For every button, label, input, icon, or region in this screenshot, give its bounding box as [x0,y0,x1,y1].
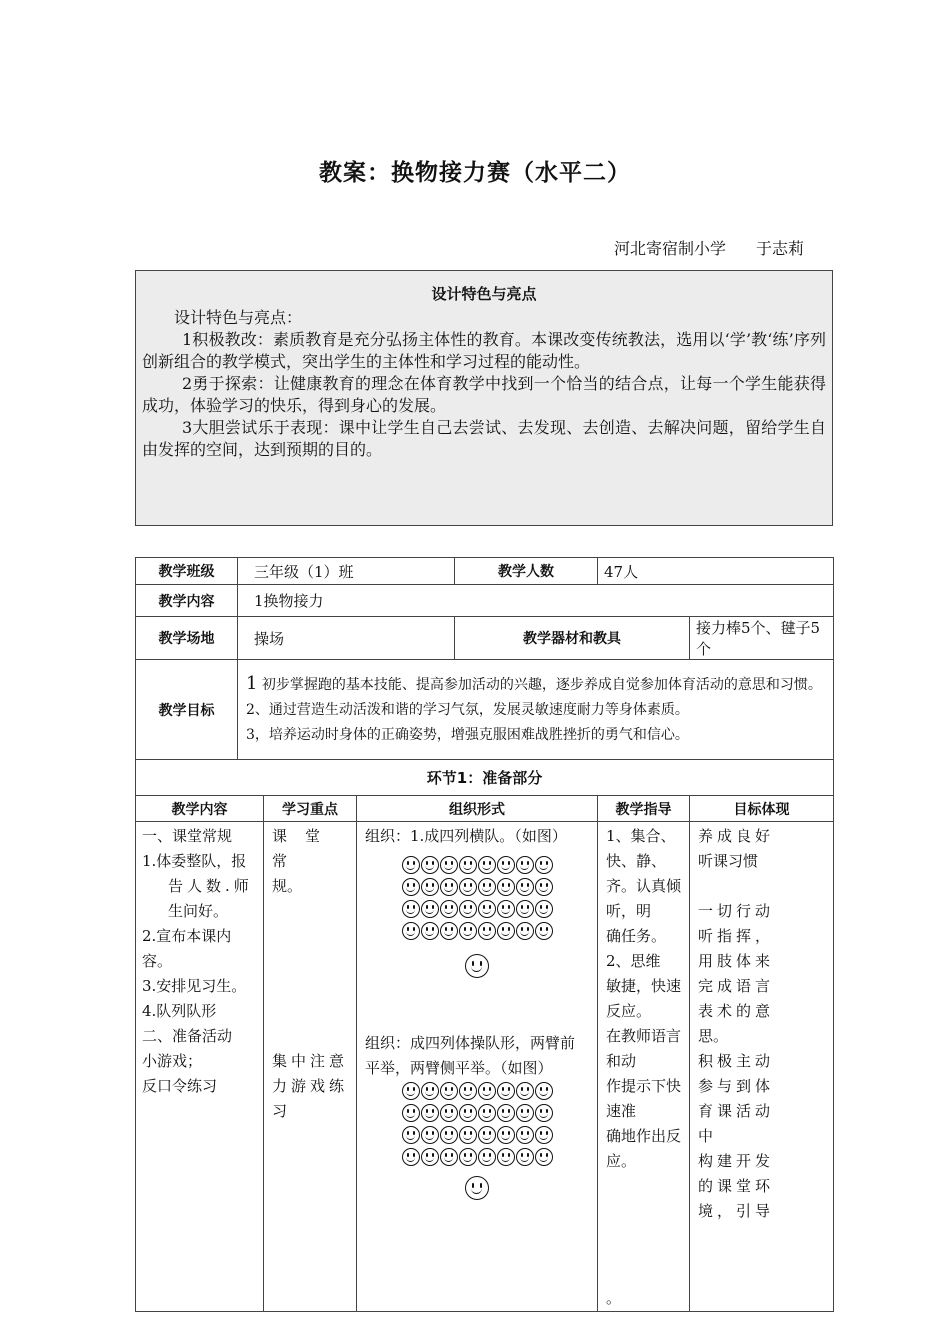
header-target: 目标体现 [690,796,834,822]
header-focus: 学习重点 [264,796,357,822]
student-face-icon [440,878,458,896]
target-line: 参与到体 [698,1077,775,1095]
student-face-icon [459,878,477,896]
design-intro: 设计特色与亮点： [174,308,303,327]
goal-cell [238,660,834,760]
content-value: 1换物接力 [238,585,834,617]
student-face-icon [440,922,458,940]
formation-row [365,899,589,921]
design-point-3: 3大胆尝试乐于表现：课中让学生自己去尝试、去发现、去创造、去解决问题，留给学生自由发挥的空间，达到预期的目的。 [142,418,826,459]
content-label: 教学内容 [136,585,238,617]
student-face-icon [402,1126,420,1144]
formation-diagram-2 [365,1081,589,1169]
target-line: 的课堂环 [698,1177,775,1195]
guidance-line: 齐。认真倾听，明 [606,877,682,920]
student-face-icon [459,922,477,940]
formation-row [365,1125,589,1147]
target-line: 中 [698,1127,714,1145]
venue-value: 操场 [238,617,455,660]
goal-label: 教学目标 [136,660,238,760]
goal-1 [246,671,825,698]
student-face-icon [459,856,477,874]
student-face-icon [478,922,496,940]
organization-text-1: 组织：1.成四列横队。（如图） [365,827,567,845]
target-line: 境，引导 [698,1202,775,1220]
teacher-position-1 [365,953,589,979]
student-face-icon [421,900,439,918]
student-face-icon [402,1148,420,1166]
student-face-icon [459,900,477,918]
student-face-icon [421,1126,439,1144]
formation-diagram-1 [365,855,589,943]
student-face-icon [421,1104,439,1122]
guidance-line: 敏捷，快速反应。 [606,977,682,1020]
student-face-icon [402,1082,420,1100]
teacher-face-icon [465,1176,489,1200]
formation-row [365,1147,589,1169]
student-face-icon [516,1104,534,1122]
formation-row [365,855,589,877]
content-cell [136,822,264,1312]
student-face-icon [535,856,553,874]
student-face-icon [459,1126,477,1144]
student-face-icon [516,1126,534,1144]
target-cell [690,822,834,1312]
student-face-icon [440,900,458,918]
focus-line: 力游戏练 [272,1077,349,1095]
student-face-icon [535,922,553,940]
student-face-icon [497,1126,515,1144]
focus-line: 习 [272,1102,288,1120]
student-face-icon [421,1082,439,1100]
content-line: 容。 [142,952,173,970]
student-face-icon [421,1148,439,1166]
formation-row [365,921,589,943]
target-line: 用肢体来 [698,952,775,970]
equipment-label: 教学器材和教具 [455,617,690,660]
focus-line: 规。 [272,877,303,895]
count-value: 47人 [598,558,834,585]
student-face-icon [440,856,458,874]
target-line: 养成良好 [698,827,775,845]
content-line: 二、准备活动 [142,1027,233,1045]
goal-2: 2、通过营造生动活泼和谐的学习气氛，发展灵敏速度耐力等身体素质。 [246,702,689,718]
content-line: 生问好。 [168,902,229,920]
student-face-icon [478,1148,496,1166]
student-face-icon [478,856,496,874]
student-face-icon [497,1148,515,1166]
student-face-icon [421,922,439,940]
student-face-icon [478,1082,496,1100]
content-line: 3.安排见习生。 [142,977,247,995]
header-organization: 组织形式 [357,796,598,822]
goal-1-text: 初步掌握跑的基本技能、提高参加活动的兴趣，逐步养成自觉参加体育活动的意思和习惯。 [261,677,822,693]
organization-text-2: 组织：成四列体操队形，两臂前平举，两臂侧平举。（如图） [365,1034,576,1077]
count-label: 教学人数 [455,558,598,585]
student-face-icon [402,856,420,874]
student-face-icon [516,900,534,918]
lesson-plan-table [135,557,834,1312]
focus-line: 课堂常 [272,827,339,870]
content-line: 告人数.师 [168,877,253,895]
teacher-face-icon [465,954,489,978]
guidance-line: 在教师语言和动 [606,1027,682,1070]
class-label: 教学班级 [136,558,238,585]
student-face-icon [535,1104,553,1122]
target-line: 听指挥， [698,927,775,945]
header-guidance: 教学指导 [598,796,690,822]
formation-row [365,877,589,899]
student-face-icon [402,900,420,918]
student-face-icon [440,1104,458,1122]
student-face-icon [440,1148,458,1166]
author-line [614,236,804,259]
student-face-icon [497,922,515,940]
page-title: 教案：换物接力赛（水平二） [319,160,631,186]
student-face-icon [440,1126,458,1144]
student-face-icon [402,878,420,896]
target-line: 思。 [698,1027,729,1045]
venue-label: 教学场地 [136,617,238,660]
student-face-icon [516,1082,534,1100]
student-face-icon [459,1148,477,1166]
design-heading: 设计特色与亮点 [431,285,537,303]
student-face-icon [459,1104,477,1122]
design-point-2: 2勇于探索：让健康教育的理念在体育教学中找到一个恰当的结合点，让每一个学生能获得成功，体验学习的快乐，得到身心的发展。 [142,374,826,415]
class-value: 三年级（1）班 [238,558,455,585]
target-line: 听课习惯 [698,852,759,870]
student-face-icon [497,900,515,918]
author-name: 于志莉 [755,239,804,258]
formation-row [365,1081,589,1103]
guidance-line: 作提示下快速准 [606,1077,682,1120]
guidance-line: 确地作出反应。 [606,1127,682,1170]
target-line: 积极主动 [698,1052,775,1070]
student-face-icon [497,878,515,896]
student-face-icon [459,1082,477,1100]
content-line: 4.队列队形 [142,1002,217,1020]
target-line: 一切行动 [698,902,775,920]
target-line: 表术的意 [698,1002,775,1020]
focus-cell [264,822,357,1312]
content-line: 反口令练习 [142,1077,218,1095]
goal-3: 3，培养运动时身体的正确姿势，增强克服困难战胜挫折的勇气和信心。 [246,727,689,743]
design-features-box [135,270,833,526]
student-face-icon [535,1148,553,1166]
content-line: 一、课堂常规 [142,827,233,845]
student-face-icon [497,1104,515,1122]
teacher-position-2 [365,1175,589,1201]
student-face-icon [516,878,534,896]
school-name: 河北寄宿制小学 [613,239,726,258]
focus-line: 集中注意 [272,1052,349,1070]
student-face-icon [421,878,439,896]
target-line: 完成语言 [698,977,775,995]
student-face-icon [478,900,496,918]
equipment-value: 接力棒5个、毽子5个 [690,617,834,660]
student-face-icon [402,922,420,940]
student-face-icon [516,922,534,940]
goal-1-number: 1 [246,673,258,694]
student-face-icon [478,878,496,896]
student-face-icon [440,1082,458,1100]
student-face-icon [402,1104,420,1122]
student-face-icon [516,1148,534,1166]
guidance-cell [598,822,690,1312]
target-line: 构建开发 [698,1152,775,1170]
student-face-icon [535,1082,553,1100]
student-face-icon [535,878,553,896]
organization-cell [357,822,598,1312]
content-line: 1.体委整队，报 [142,852,247,870]
target-line: 育课活动 [698,1102,775,1120]
content-line: 2.宣布本课内 [142,927,232,945]
student-face-icon [421,856,439,874]
section-title: 环节1：准备部分 [136,760,834,796]
guidance-line: 确任务。2、思维 [606,927,667,970]
guidance-line: 1、集合、快、静、 [606,827,676,870]
student-face-icon [535,1126,553,1144]
student-face-icon [535,900,553,918]
header-content: 教学内容 [136,796,264,822]
formation-row [365,1103,589,1125]
student-face-icon [497,1082,515,1100]
student-face-icon [497,856,515,874]
student-face-icon [478,1104,496,1122]
guidance-line: 。 [606,1289,622,1307]
student-face-icon [478,1126,496,1144]
student-face-icon [516,856,534,874]
design-point-1: 1积极教改：素质教育是充分弘扬主体性的教育。本课改变传统教法，选用以‘学’教‘练’序列创新组合的教学模式，突出学生的主体性和学习过程的能动性。 [142,330,826,371]
content-line: 小游戏； [142,1052,203,1070]
